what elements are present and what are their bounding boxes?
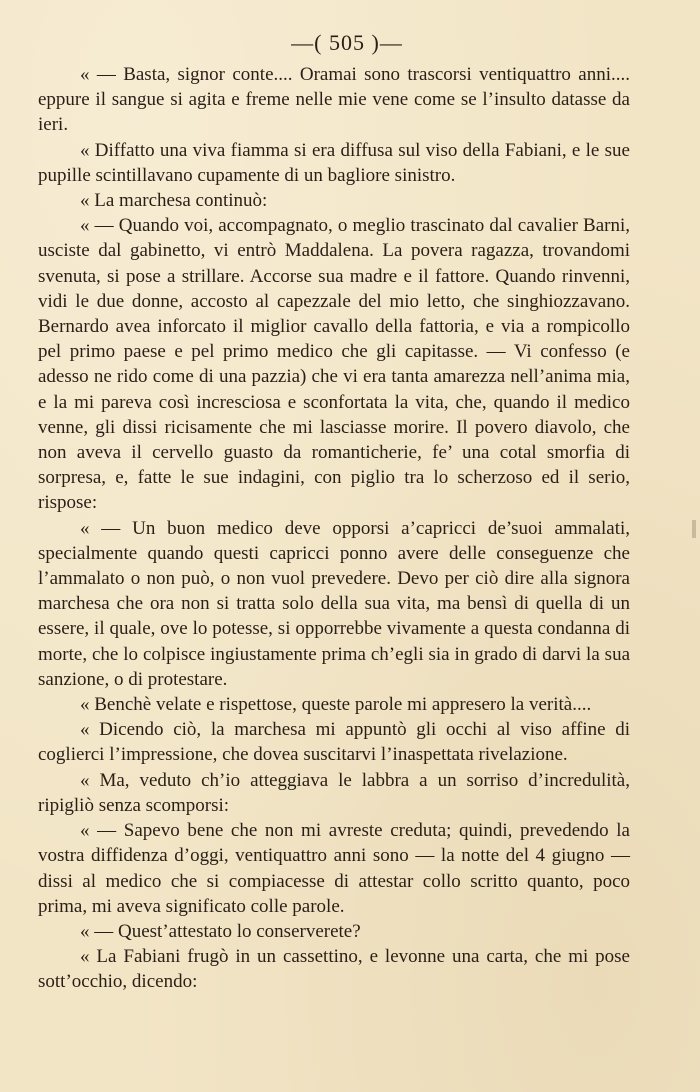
page-edge-mark (692, 520, 696, 538)
book-page (38, 30, 630, 995)
paragraph-10: « — Quest’attestato lo conserverete? (80, 920, 361, 942)
paragraph-2: « Diffatto una viva fiamma si era diffusa sul viso della Fabiani, e le sue pupille scintillavano cupamente di un bagliore sinistro. (38, 139, 630, 186)
paragraph-7: « Dicendo ciò, la marchesa mi appuntò gli occhi al viso affine di coglierci l’impressione, che dovea suscitarvi l’inaspettata rivelazione. (38, 719, 630, 766)
paragraph-4: « — Quando voi, accompagnato, o meglio trascinato dal cavalier Barni, usciste dal gabinetto, vi entrò Maddalena. La povera ragazza, trovandomi svenuta, si pose a strillare. Accorse sua madre e il fattore. Quando rinvenni, vidi le due donne, accosto al capezzale del mio letto, che singhiozzavano. Bernardo avea inforcato il miglior cavallo della fattoria, e via a rompicollo pel primo paese e pel primo medico che gli capitasse. — Vi confesso (e adesso ne rido come di una pazzia) che vi era tanta amarezza nell’anima mia, e la mi pareva così incresciosa e sconfortata la vita, che, quando il medico venne, gli dissi ricisamente che mi lasciasse morire. Il povero diavolo, che non aveva il cervello guasto da romanticherie, fe’ una cotal smorfia di sorpresa, e, fatte le sue indagini, con piglio tra lo scherzoso ed il serio, rispose: (38, 215, 630, 514)
page-number: —( 505 )— (291, 30, 403, 55)
paragraph-9: « — Sapevo bene che non mi avreste creduta; quindi, prevedendo la vostra diffidenza d’oggi, ventiquattro anni sono — la notte del 4 giugno — dissi al medico che si compiacesse di attestar collo scritto quanto, poco prima, mi aveva significato colle parole. (38, 820, 630, 917)
paragraph-5: « — Un buon medico deve opporsi a’capricci de’suoi ammalati, specialmente quando questi capricci ponno avere delle conseguenze che l’ammalato o non può, o non vuol prevedere. Devo per ciò dire alla signora marchesa che ora non si tratta solo della sua vita, ma bensì di quella di un essere, il quale, ove lo potesse, si opporrebbe vivamente a questa condanna di morte, che lo colpisce ingiustamente prima ch’egli sia in grado di darvi la sua sanzione, o di protestare. (38, 517, 630, 690)
paragraph-3: « La marchesa continuò: (80, 190, 268, 212)
paragraph-11: « La Fabiani frugò in un cassettino, e levonne una carta, che mi pose sott’occhio, dicendo: (38, 946, 630, 993)
paragraph-6: « Benchè velate e rispettose, queste parole mi appresero la verità.... (80, 694, 592, 716)
paragraph-8: « Ma, veduto ch’io atteggiava le labbra a un sorriso d’incredulità, ripigliò senza scomporsi: (38, 769, 630, 816)
paragraph-1: « — Basta, signor conte.... Oramai sono trascorsi ventiquattro anni.... eppure il sangue si agita e freme nelle mie vene come se l’insulto datasse da ieri. (38, 64, 630, 136)
